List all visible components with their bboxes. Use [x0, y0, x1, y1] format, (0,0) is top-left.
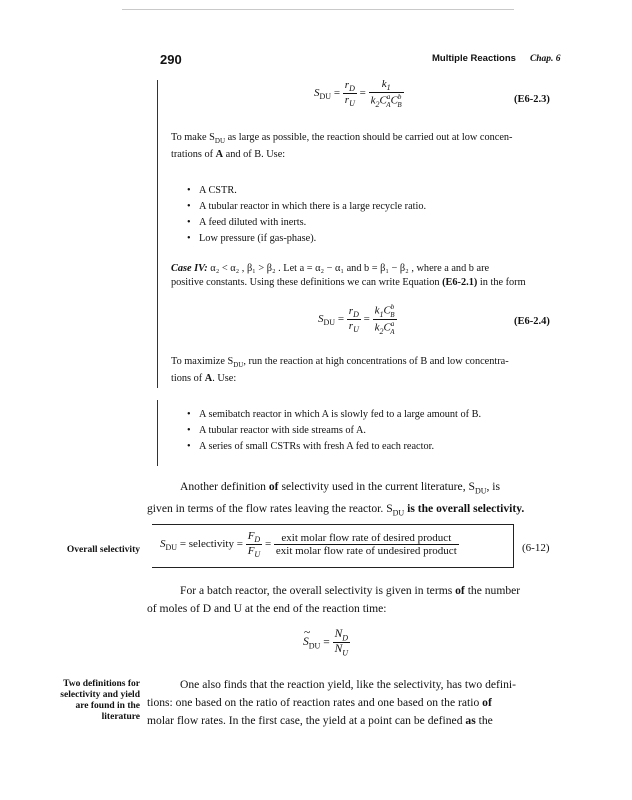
page-number: 290	[160, 52, 182, 67]
paragraph-batch-reactor: For a batch reactor, the overall selectivity is given in terms of the number of moles of D and U at the end of the reaction time:	[147, 584, 521, 615]
equation-number-6-12: (6-12)	[522, 542, 550, 554]
chapter-label: Chap. 6	[529, 54, 561, 64]
equation-e6-2-3: $S_{DU}$ = $\frac{r_D}{r_U}$ = $\frac{k_1}{k_2C^a_AC^b_B}$	[314, 78, 402, 110]
margin-note-two-definitions: Two definitions for selectivity and yield are found in the literature	[60, 679, 140, 722]
list-item: • A tubular reactor with side streams of A.	[185, 423, 481, 439]
equation-number-e6-2-3: (E6-2.3)	[514, 94, 550, 105]
eq-fraction-rates: $\frac{r_D}{r_U}$	[344, 78, 355, 109]
box-right-rule	[513, 524, 514, 568]
list-item: • A feed diluted with inerts.	[185, 215, 426, 231]
eq-lhs: $S_{DU}$	[314, 87, 332, 102]
paragraph-another-definition: Another definition of selectivity used in the current literature, $S_{DU}$, is given in terms of the flow rates leaving the reactor. $S_{DU}$ is the overall selectivity.	[147, 480, 525, 518]
list-item: • A semibatch reactor in which A is slowly fed to a large amount of B.	[185, 407, 481, 423]
list-item: • A tubular reactor in which there is a large recycle ratio.	[185, 199, 426, 215]
eq-fraction-constants: $\frac{k_1}{k_2C^a_AC^b_B}$	[370, 78, 402, 110]
left-margin-bar	[157, 80, 158, 388]
running-header	[432, 53, 561, 64]
box-top-rule	[152, 524, 514, 525]
margin-note-overall-selectivity: Overall selectivity	[66, 545, 140, 555]
equation-number-e6-2-4: (E6-2.4)	[514, 316, 550, 327]
list-low-concentration	[185, 183, 426, 247]
top-rule	[122, 9, 514, 10]
list-high-b-low-a	[185, 407, 481, 455]
list-item: • A series of small CSTRs with fresh A fed to each reactor.	[185, 439, 481, 455]
paragraph-maximize-sdu: To maximize $S_{DU}$, run the reaction at high concentrations of B and low concentra- tions of A. Use:	[171, 356, 509, 385]
case-iv-label: Case IV:	[171, 263, 208, 274]
case-iv-paragraph: Case IV: α₂ < α₂ , β₁ > β₂ . Let a = α₂ − α₁ and b = β₁ − β₂ , where a and b are positive constants. Using these definitions we can write Equation (E6-2.1) in the form	[171, 263, 526, 288]
lower-margin-bar	[157, 400, 158, 466]
list-item: • Low pressure (if gas-phase).	[185, 231, 426, 247]
eq-flow-ratio: $\frac{F_D}{F_U}$	[247, 530, 261, 560]
paragraph-make-sdu: To make $S_{DU}$ as large as possible, the reaction should be carried out at low concen- trations of A and of B. Use:	[171, 132, 513, 161]
section-title: Multiple Reactions	[432, 53, 516, 64]
paragraph-reaction-yield: One also finds that the reaction yield, like the selectivity, has two defini- tions: one based on the ratio of reaction rates and one based on the ratio of molar flow rates. In the first case, the yield at a point can be defined as the	[147, 678, 517, 727]
eq-text-ratio: $\frac{\text{exit molar flow rate of desired product}}{\text{exit molar flow rate of undesired product}}$	[275, 532, 457, 558]
equation-batch-selectivity: S ~ $_{DU}$ = $\frac{N_D}{N_U}$	[303, 627, 349, 658]
box-bottom-rule	[152, 567, 514, 568]
equation-e6-2-4: $S_{DU}$ = $\frac{r_D}{r_U}$ = $\frac{k_1C^b_B}{k_2C^a_A}$	[318, 303, 395, 336]
list-item: • A CSTR.	[185, 183, 426, 199]
equation-6-12: $S_{DU}$ = selectivity = $\frac{F_D}{F_U}$ = $\frac{\text{exit molar flow rate of desired product}}{\text{exit molar flow rate of undesired product}}$	[160, 530, 457, 560]
